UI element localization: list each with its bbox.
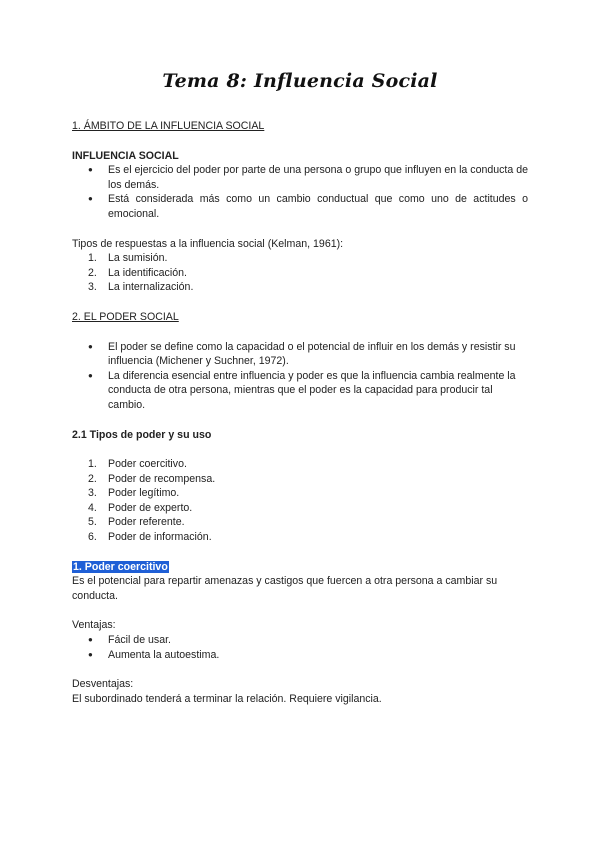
types-intro: Tipos de respuestas a la influencia social (Kelman, 1961): [72, 237, 344, 250]
list-item: 3. Poder legítimo. [88, 487, 180, 500]
pros-list [72, 633, 528, 662]
section2-bullet-list [72, 340, 528, 413]
pros-label: Ventajas: [72, 619, 116, 632]
response-types-list [72, 251, 528, 295]
list-item: 1. Poder coercitivo. [88, 458, 187, 471]
power-types-list [72, 457, 528, 545]
section1-heading: 1. ÁMBITO DE LA INFLUENCIA SOCIAL [72, 120, 265, 132]
list-item: ● Aumenta la autoestima. [72, 648, 528, 663]
list-item: 3. La internalización. [88, 281, 194, 294]
list-item: ● La diferencia esencial entre influencia y poder es que la influencia cambia realmente la conducta de otra persona, mientras que el poder es la capacidad para producir tal cambio. [72, 369, 528, 413]
list-item: 2. Poder de recompensa. [88, 472, 216, 485]
list-item: 6. Poder de información. [88, 531, 212, 544]
section1-bullet-list [72, 163, 528, 221]
coercive-definition: Es el potencial para repartir amenazas y castigos que fuercen a otra persona a cambiar su conducta. [72, 575, 498, 602]
list-item: 5. Poder referente. [88, 516, 185, 529]
list-item: ● El poder se define como la capacidad o el potencial de influir en los demás y resistir su influencia (Michener y Suchner, 1972). [72, 340, 528, 369]
cons-text: El subordinado tenderá a terminar la relación. Requiere vigilancia. [72, 692, 382, 705]
list-item: ● Fácil de usar. [72, 633, 528, 648]
list-item: 1. La sumisión. [88, 252, 168, 265]
list-item: ● Es el ejercicio del poder por parte de una persona o grupo que influyen en la conducta de los demás. [72, 163, 528, 192]
cons-label: Desventajas: [72, 678, 134, 691]
section1-subheading: INFLUENCIA SOCIAL [72, 149, 179, 162]
subsection-heading: 2.1 Tipos de poder y su uso [72, 428, 212, 441]
list-item: 2. La identificación. [88, 266, 187, 279]
list-item: 4. Poder de experto. [88, 501, 193, 514]
document-body [72, 119, 528, 706]
section2-heading: 2. EL PODER SOCIAL [72, 310, 179, 323]
list-item: ● Está considerada más como un cambio conductual que como uno de actitudes o emocional. [72, 192, 528, 221]
document-title: Tema 8: Influencia Social [162, 70, 438, 92]
coercive-heading: 1. Poder coercitivo [73, 560, 168, 573]
